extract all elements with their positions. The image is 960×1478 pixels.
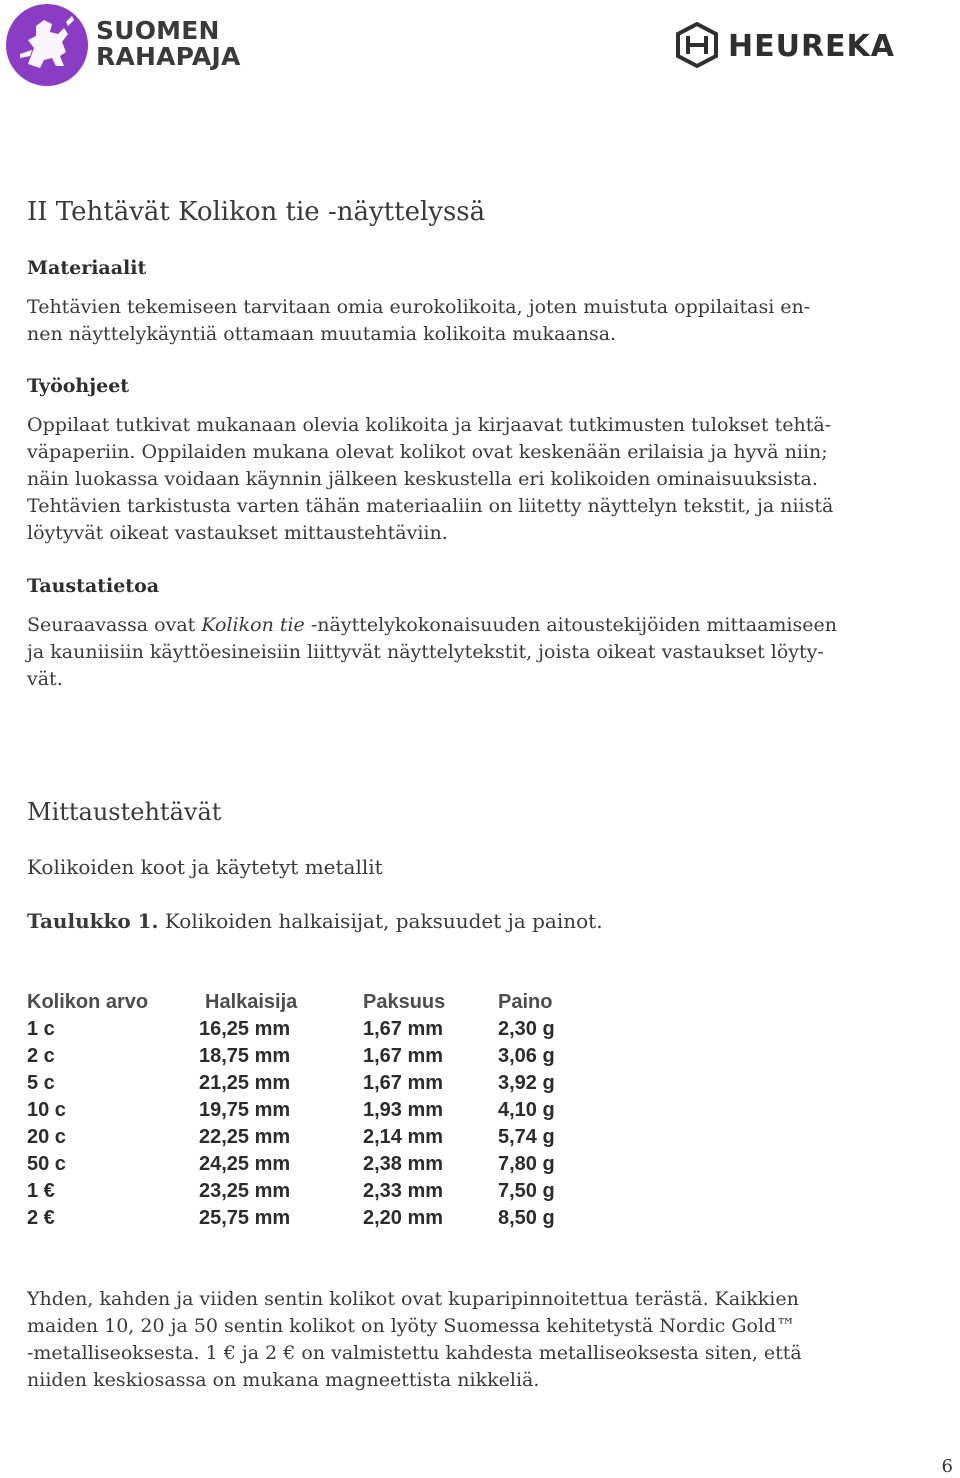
table-cell: 4,10 g (498, 1099, 555, 1121)
closing-paragraph (27, 1286, 802, 1394)
table-cell: 1,67 mm (363, 1072, 444, 1094)
table-cell: 5 c (27, 1072, 55, 1094)
background-heading: Taustatietoa (27, 575, 160, 597)
table-cell: 1,93 mm (363, 1099, 444, 1121)
text-line: väpaperiin. Oppilaiden mukana olevat kolikot ovat keskenään erilaisia ja hyvä niin; (27, 441, 828, 463)
table-cell: 21,25 mm (199, 1072, 291, 1094)
table-cell: 2,38 mm (363, 1153, 444, 1175)
rahapaja-wordmark (96, 18, 241, 70)
background-paragraph (27, 612, 837, 693)
materials-paragraph (27, 294, 810, 348)
logo-line-2: RAHAPAJA (96, 42, 241, 71)
table-cell: 10 c (27, 1099, 66, 1121)
text-line: Yhden, kahden ja viiden sentin kolikot ovat kuparipinnoitettua terästä. Kaikkien (27, 1288, 799, 1310)
table-cell: 8,50 g (498, 1207, 555, 1229)
text-span: Seuraavassa ovat (27, 614, 202, 636)
table-cell: 1,67 mm (363, 1045, 444, 1067)
page-title: II Tehtävät Kolikon tie -näyttelyssä (27, 197, 486, 227)
table-cell: 2 € (27, 1207, 55, 1229)
table-cell: 1 c (27, 1018, 55, 1040)
text-line: löytyvät oikeat vastaukset mittaustehtäviin. (27, 522, 448, 544)
table-cell: 2,14 mm (363, 1126, 444, 1148)
logo-line-1: SUOMEN (96, 16, 220, 45)
table-cell: 16,25 mm (199, 1018, 291, 1040)
text-line: ja kauniisiin käyttöesineisiin liittyvät näyttelytekstit, joista oikeat vastaukset löyty- (27, 641, 824, 663)
suomen-rahapaja-logo (6, 4, 246, 84)
text-line: vät. (27, 668, 63, 690)
table-cell: 7,80 g (498, 1153, 555, 1175)
table-cell: 19,75 mm (199, 1099, 291, 1121)
header-cell: Paksuus (363, 991, 446, 1013)
page-number: 6 (941, 1456, 953, 1477)
table-cell: 7,50 g (498, 1180, 555, 1202)
table-cell: 22,25 mm (199, 1126, 291, 1148)
text-line: näin luokassa voidaan käynnin jälkeen keskustella eri kolikoiden ominaisuuksista. (27, 468, 818, 490)
instructions-heading: Työohjeet (27, 375, 130, 397)
text-line: nen näyttelykäyntiä ottamaan muutamia kolikoita mukaansa. (27, 323, 617, 345)
header-cell: Halkaisija (205, 991, 298, 1013)
measurement-heading: Mittaustehtävät (27, 798, 222, 826)
table-cell: 2,20 mm (363, 1207, 444, 1229)
text-line: Tehtävien tarkistusta varten tähän materiaaliin on liitetty näyttelyn tekstit, ja niistä (27, 495, 834, 517)
table-cell: 3,92 g (498, 1072, 555, 1094)
text-line: maiden 10, 20 ja 50 sentin kolikot on lyöty Suomessa kehitetystä Nordic Gold™ (27, 1315, 796, 1337)
heureka-mark-icon (676, 22, 718, 68)
text-line (27, 612, 837, 639)
header-cell: Kolikon arvo (27, 991, 149, 1013)
exhibition-name: Kolikon tie (201, 614, 305, 636)
measurement-subheading: Kolikoiden koot ja käytetyt metallit (27, 855, 383, 879)
table-cell: 2,33 mm (363, 1180, 444, 1202)
table-cell: 24,25 mm (199, 1153, 291, 1175)
table-cell: 20 c (27, 1126, 66, 1148)
lion-emblem-icon (6, 4, 88, 86)
table-cell: 2 c (27, 1045, 55, 1067)
text-line: Tehtävien tekemiseen tarvitaan omia eurokolikoita, joten muistuta oppilaitasi en- (27, 296, 811, 318)
table-cell: 3,06 g (498, 1045, 555, 1067)
table-cell: 2,30 g (498, 1018, 555, 1040)
table-cell: 23,25 mm (199, 1180, 291, 1202)
instructions-paragraph (27, 412, 833, 547)
table-cell: 1 € (27, 1180, 55, 1202)
table-cell: 18,75 mm (199, 1045, 291, 1067)
table-cell: 50 c (27, 1153, 66, 1175)
header-cell: Paino (498, 991, 553, 1013)
caption-text: Kolikoiden halkaisijat, paksuudet ja painot. (158, 909, 603, 933)
table-cell: 5,74 g (498, 1126, 555, 1148)
heureka-wordmark: HEUREKA (728, 29, 896, 64)
table-cell: 25,75 mm (199, 1207, 291, 1229)
coin-table (27, 989, 627, 1234)
text-line: niiden keskiosassa on mukana magneettista nikkeliä. (27, 1369, 540, 1391)
table-caption (27, 909, 603, 933)
heureka-logo (676, 20, 916, 72)
text-line: -metalliseoksesta. 1 € ja 2 € on valmistettu kahdesta metalliseoksesta siten, että (27, 1342, 802, 1364)
materials-heading: Materiaalit (27, 257, 147, 279)
text-line: Oppilaat tutkivat mukanaan olevia kolikoita ja kirjaavat tutkimusten tulokset tehtä- (27, 414, 832, 436)
table-cell: 1,67 mm (363, 1018, 444, 1040)
text-span: -näyttelykokonaisuuden aitoustekijöiden mittaamiseen (304, 614, 837, 636)
caption-label: Taulukko 1. (27, 909, 159, 933)
